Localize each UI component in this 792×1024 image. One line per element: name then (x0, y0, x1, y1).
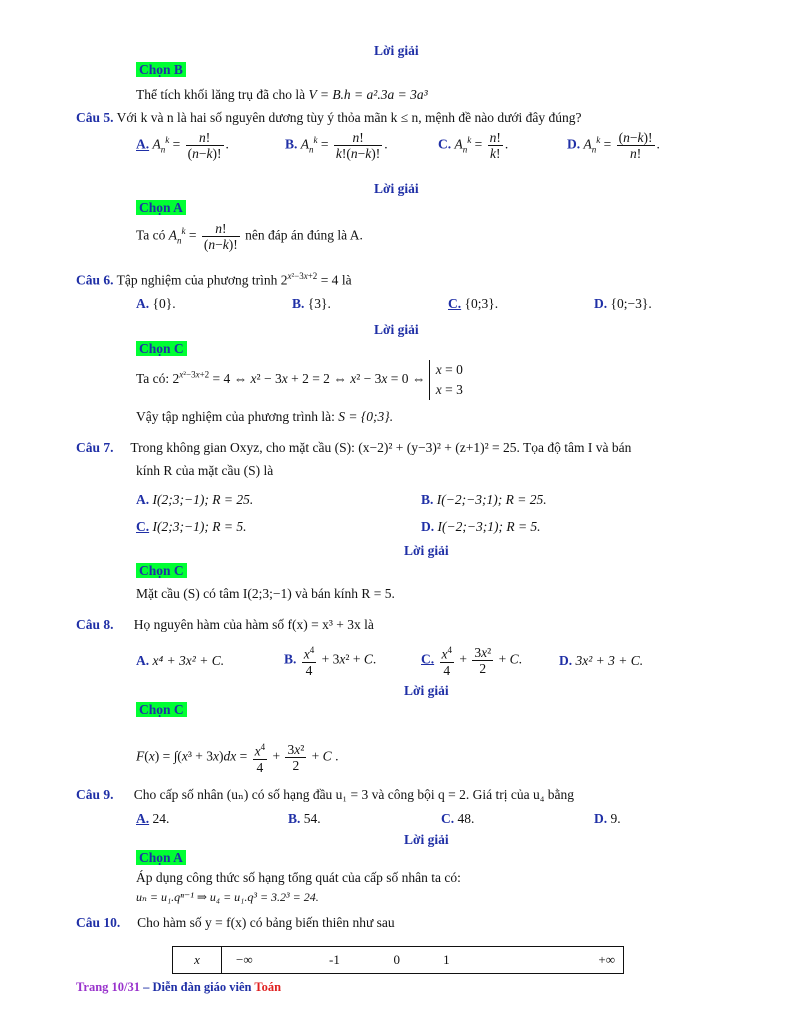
q8-option-c: C. $\frac{x^4}{4}$ + $\frac{\text{3x²}}{2}$ + C. (421, 644, 522, 678)
solution-heading: Lời giải (374, 43, 419, 58)
answer-choice: Chọn A (136, 850, 186, 866)
q9-option-b: B. 54. (288, 811, 321, 826)
solution-text: Thể tích khối lăng trụ đã cho là V = B.h = a².3a = 3a³ (136, 87, 428, 102)
q8-option-a: A. x⁴ + 3x² + C. (136, 653, 225, 668)
question-10: Câu 10. Cho hàm số y = f(x) có bảng biến thiên như sau (76, 915, 395, 930)
table-cell: −∞ (222, 947, 298, 974)
table-cell: 0 (372, 947, 422, 974)
q8-option-d: D. 3x² + 3 + C. (559, 653, 644, 668)
q5-option-b: B. $A_n^k$ = $\frac{n!}{k!(n-k)!}$ . (285, 130, 388, 161)
q9-option-a: A. 24. (136, 811, 170, 826)
answer-choice: Chọn C (136, 563, 187, 579)
solution-formula: uₙ = u₁.qⁿ⁻¹ ⇒ u₄ = u₁.q³ = 3.2³ = 24. (136, 890, 319, 904)
page-footer (76, 980, 281, 995)
question-7-cont: kính R của mặt cầu (S) là (136, 463, 274, 478)
q9-option-c: C. 48. (441, 811, 475, 826)
q5-option-d: D. $A_n^k$ = $\frac{(n-k)!}{n!}$ . (567, 130, 660, 161)
footer-forum: – Diễn đàn giáo viên (140, 980, 255, 994)
question-9: Câu 9. Cho cấp số nhân (uₙ) có số hạng đầu u₁ = 3 và công bội q = 2. Giá trị của u₄ bằng (76, 787, 575, 802)
q5-option-c: C. $A_n^k$ = $\frac{n!}{k!}$ . (438, 130, 509, 161)
answer-choice: Chọn A (136, 200, 186, 216)
table-cell: +∞ (471, 947, 623, 974)
table-cell: x (173, 947, 222, 974)
table-cell: 1 (422, 947, 472, 974)
page-number: Trang 10/31 (76, 980, 141, 994)
q6-option-a: A. {0}. (136, 296, 176, 311)
solution-text: Ta có $A_n^k$ = $\frac{n!}{(n-k)!}$ nên đáp án đúng là A. (136, 221, 363, 252)
solution-text: Ta có: $2^{x^2-3x+2} = 4$ ⇔ x² − 3x + 2 = 2 ⇔ x² − 3x = 0 ⇔ x = 0 x = 3 (136, 360, 463, 400)
solution-text: F(x) = ∫(x³ + 3x)dx = $\frac{x^4}{4}$ + $\frac{\text{3x²}}{2}$ + C . (136, 741, 339, 775)
footer-subject: Toán (254, 980, 282, 994)
question-5: Câu 5. Với k và n là hai số nguyên dương tùy ý thỏa mãn k ≤ n, mệnh đề nào dưới đây đúng? (76, 110, 582, 125)
solution-heading: Lời giải (404, 543, 449, 558)
q6-option-d: D. {0;−3}. (594, 296, 652, 311)
table-row (173, 947, 624, 974)
q7-option-b: B. I(−2;−3;1); R = 25. (421, 492, 547, 507)
solution-conclusion: Vậy tập nghiệm của phương trình là: S = {0;3}. (136, 409, 394, 424)
q5-option-a: A. $A_n^k$ = $\frac{n!}{(n-k)!}$ . (136, 130, 229, 161)
q6-option-c: C. {0;3}. (448, 296, 499, 311)
solution-heading: Lời giải (404, 832, 449, 847)
solution-heading: Lời giải (404, 683, 449, 698)
q9-option-d: D. 9. (594, 811, 621, 826)
solution-heading: Lời giải (374, 322, 419, 337)
q6-option-b: B. {3}. (292, 296, 331, 311)
solution-heading: Lời giải (374, 181, 419, 196)
variation-table (172, 946, 624, 974)
answer-choice: Chọn C (136, 702, 187, 718)
question-6: Câu 6. Tập nghiệm của phương trình $2^{x^2-3x+2} = 4$ là (76, 271, 352, 288)
question-8: Câu 8. Họ nguyên hàm của hàm số f(x) = x³ + 3x là (76, 617, 374, 632)
answer-choice: Chọn C (136, 341, 187, 357)
q7-option-a: A. I(2;3;−1); R = 25. (136, 492, 254, 507)
q7-option-d: D. I(−2;−3;1); R = 5. (421, 519, 541, 534)
q7-option-c: C. I(2;3;−1); R = 5. (136, 519, 247, 534)
solution-text: Mặt cầu (S) có tâm I(2;3;−1) và bán kính R = 5. (136, 586, 395, 601)
question-7: Câu 7. Trong không gian Oxyz, cho mặt cầu (S): (x−2)² + (y−3)² + (z+1)² = 25. Tọa độ tâm I và bán (76, 440, 632, 455)
answer-choice: Chọn B (136, 62, 186, 78)
table-cell: -1 (297, 947, 372, 974)
q8-option-b: B. $\frac{x^4}{4}$ + 3x² + C. (284, 645, 377, 678)
solution-text: Áp dụng công thức số hạng tổng quát của cấp số nhân ta có: (136, 870, 461, 885)
